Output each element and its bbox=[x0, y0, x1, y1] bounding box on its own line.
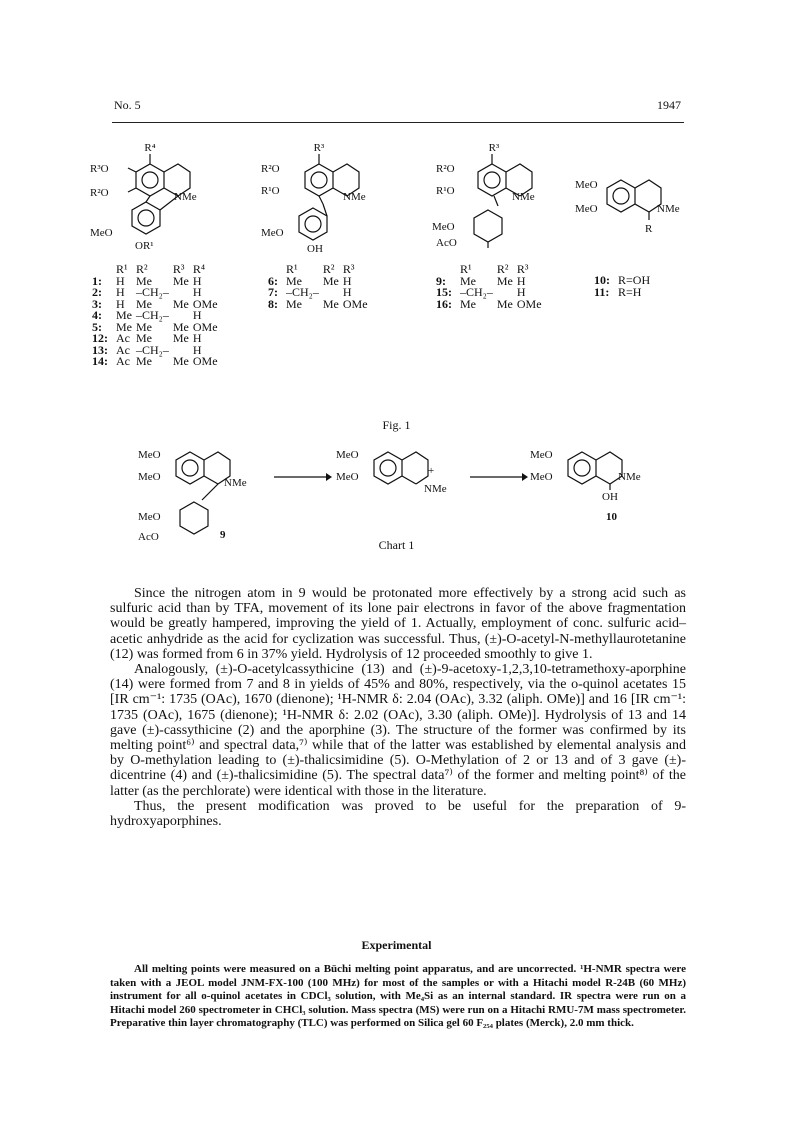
figure1-caption: Fig. 1 bbox=[382, 418, 411, 432]
table-row: 7: –CH₂– H bbox=[268, 285, 352, 299]
ring-d-meo-label: MeO bbox=[432, 221, 455, 233]
aco-label: AcO bbox=[138, 531, 159, 543]
sub2-label: R¹O bbox=[261, 185, 280, 197]
figure1-structure-phenol bbox=[257, 142, 407, 257]
col-header: R¹ bbox=[460, 262, 472, 276]
sub2-label: R¹O bbox=[436, 185, 455, 197]
r4-label: R⁴ bbox=[144, 142, 156, 154]
col-header: R² bbox=[136, 262, 148, 276]
sub1-label: MeO bbox=[138, 449, 161, 461]
table-row: 6: Me Me H bbox=[268, 273, 352, 288]
col-header: R² bbox=[322, 262, 335, 276]
sub1-label: MeO bbox=[336, 449, 359, 461]
nme-label: NMe bbox=[618, 471, 641, 483]
chart1-middle-structure bbox=[336, 440, 456, 500]
col-header: R¹ bbox=[286, 262, 298, 276]
figure1-structure-isoquinoline bbox=[575, 170, 690, 240]
r-label: R bbox=[645, 223, 653, 235]
table-row: 12: Ac Me Me H bbox=[92, 331, 202, 345]
table-row: 3: H Me Me OMe bbox=[92, 296, 218, 311]
paragraph-2: Analogously, (±)-O-acetylcassythicine (13) and (±)-9-acetoxy-1,2,3,10-tetramethoxy-aporphine (14) were formed from 7 and 8 in yields of 45% and 80%, respectively, via the o-quinol acetates 15 [IR cm⁻¹: 1735 (OAc), 1670 (dienone); ¹H-NMR δ: 2.04 (OAc), 3.32 (aliph. OMe)] and 16 [IR cm⁻¹: 1735 (OAc), 1675 (dienone); ¹H-NMR δ: 2.02 (OAc), 3.30 (aliph. OMe)]. Hydrolysis of 13 and 14 gave (±)-cassythicine (2) and the aporphine (3). The structure of the former was confirmed by its melting point⁶⁾ and spectral data,⁷⁾ while that of the latter was established by elemental analysis and by O-methylation leading to (±)-thalicsimidine (5). O-Methylation of 2 or 13 and of 3 gave (±)-dicentrine (4) and (±)-thalicsimidine (5). The spectral data⁷⁾ of the former and melting point⁸⁾ of the latter (as the perchlorate) were identical with those in the literature. bbox=[110, 662, 686, 799]
aco-label: AcO bbox=[436, 237, 457, 249]
reaction-arrow-1 bbox=[272, 470, 332, 484]
body-text bbox=[110, 586, 686, 829]
table-row: 15: –CH₂– H bbox=[436, 285, 526, 299]
header-rule bbox=[112, 122, 684, 123]
experimental-paragraph: All melting points were measured on a Büchi melting point apparatus, and are uncorrected. ¹H-NMR spectra were taken with a JEOL model JNM-FX-100 (100 MHz) for most of the samples or with a Hitachi model R-24B (60 MHz) instrument for all o-quinol acetates in CDCl₃ solution, with Me₄Si as an internal standard. IR spectra were run on a Hitachi model 260 spectrometer in CHCl₃ solution. Mass spectra (MS) were run on a Hitachi RMU-7M mass spectrometer. Preparative thin layer chromatography (TLC) was performed on Silica gel 60 F₂₅₄ plates (Merck), 2.0 mm thick. bbox=[110, 963, 686, 1030]
table-row: 13: Ac –CH₂– H bbox=[92, 342, 202, 357]
nme-label: NMe bbox=[512, 191, 535, 203]
sub1-label: R²O bbox=[436, 163, 455, 175]
nme-label: NMe bbox=[424, 483, 447, 495]
table-row: 10: R=OH bbox=[594, 273, 651, 287]
table-row: 14: Ac Me Me OMe bbox=[92, 354, 218, 368]
nme-label: NMe bbox=[174, 191, 197, 203]
paragraph-3: Thus, the present modification was proved to be useful for the preparation of 9-hydroxyaporphines. bbox=[110, 798, 686, 830]
chart1-left-structure bbox=[138, 440, 278, 550]
table-row: 2: H –CH₂– H bbox=[92, 285, 202, 299]
table-row: 8: Me Me OMe bbox=[268, 296, 368, 311]
nme-label: NMe bbox=[224, 477, 247, 489]
journal-issue: No. 5 bbox=[114, 98, 141, 112]
sub1-label: MeO bbox=[575, 179, 598, 191]
ring-d-meo-label: MeO bbox=[90, 227, 113, 239]
nme-label: NMe bbox=[657, 203, 680, 215]
table-row: 4: Me –CH₂– H bbox=[92, 308, 202, 322]
chart1-right-structure bbox=[530, 440, 660, 530]
figure1-table-phenols bbox=[268, 264, 372, 310]
figure1-table-quinol-acetates bbox=[436, 264, 546, 310]
compound-10-label: 10 bbox=[606, 511, 617, 523]
sub2-label: MeO bbox=[575, 203, 598, 215]
col-header: R³ bbox=[342, 262, 355, 276]
ring-d-meo-label: MeO bbox=[261, 227, 284, 239]
ring-d-meo-label: MeO bbox=[138, 511, 161, 523]
ring-d-or-label: OR¹ bbox=[135, 240, 154, 252]
r3-label: R³ bbox=[488, 142, 500, 154]
page-number: 1947 bbox=[657, 98, 681, 112]
r3-label: R³ bbox=[313, 142, 325, 154]
sub1-label: R²O bbox=[261, 163, 280, 175]
sub2-label: MeO bbox=[530, 471, 553, 483]
col-header: R³ bbox=[172, 262, 185, 276]
table-row: 9: Me Me H bbox=[436, 273, 526, 288]
figure1-structure-quinol-acetate bbox=[432, 142, 582, 257]
col-header: R² bbox=[496, 262, 509, 276]
experimental-heading: Experimental bbox=[361, 938, 432, 952]
sub2-label: R²O bbox=[90, 187, 109, 199]
col-header: R⁴ bbox=[192, 262, 206, 276]
col-header: R¹ bbox=[116, 262, 128, 276]
sub1-label: R³O bbox=[90, 163, 109, 175]
charge-label: + bbox=[428, 465, 435, 477]
figure1-table-aporphines bbox=[92, 264, 222, 368]
reaction-arrow-2 bbox=[468, 470, 528, 484]
figure1-structure-aporphine bbox=[90, 142, 250, 257]
compound-9-label: 9 bbox=[220, 529, 226, 541]
oh-label: OH bbox=[307, 243, 323, 255]
figure1-table-isoquinolines bbox=[594, 275, 654, 298]
table-row: 1: H Me Me H bbox=[92, 273, 202, 288]
table-row: 11: R=H bbox=[594, 284, 642, 299]
experimental-section bbox=[110, 963, 686, 1031]
sub2-label: MeO bbox=[336, 471, 359, 483]
col-header: R³ bbox=[516, 262, 529, 276]
oh-label: OH bbox=[602, 491, 618, 503]
table-row: 16: Me Me OMe bbox=[436, 296, 542, 311]
chart1-caption: Chart 1 bbox=[378, 538, 415, 552]
sub2-label: MeO bbox=[138, 471, 161, 483]
paragraph-1: Since the nitrogen atom in 9 would be protonated more effectively by a strong acid such as sulfuric acid than by TFA, movement of its lone pair electrons in favor of the above fragmentation would be greatly hampered, improving the yield of 1. Actually, employment of conc. sulfuric acid–acetic anhydride as the acid for cyclization was successful. Thus, (±)-O-acetyl-N-methyllaurotetanine (12) was formed from 6 in 37% yield. Hydrolysis of 12 proceeded smoothly to give 1. bbox=[110, 586, 686, 662]
sub1-label: MeO bbox=[530, 449, 553, 461]
table-row: 5: Me Me Me OMe bbox=[92, 319, 218, 334]
nme-label: NMe bbox=[343, 191, 366, 203]
